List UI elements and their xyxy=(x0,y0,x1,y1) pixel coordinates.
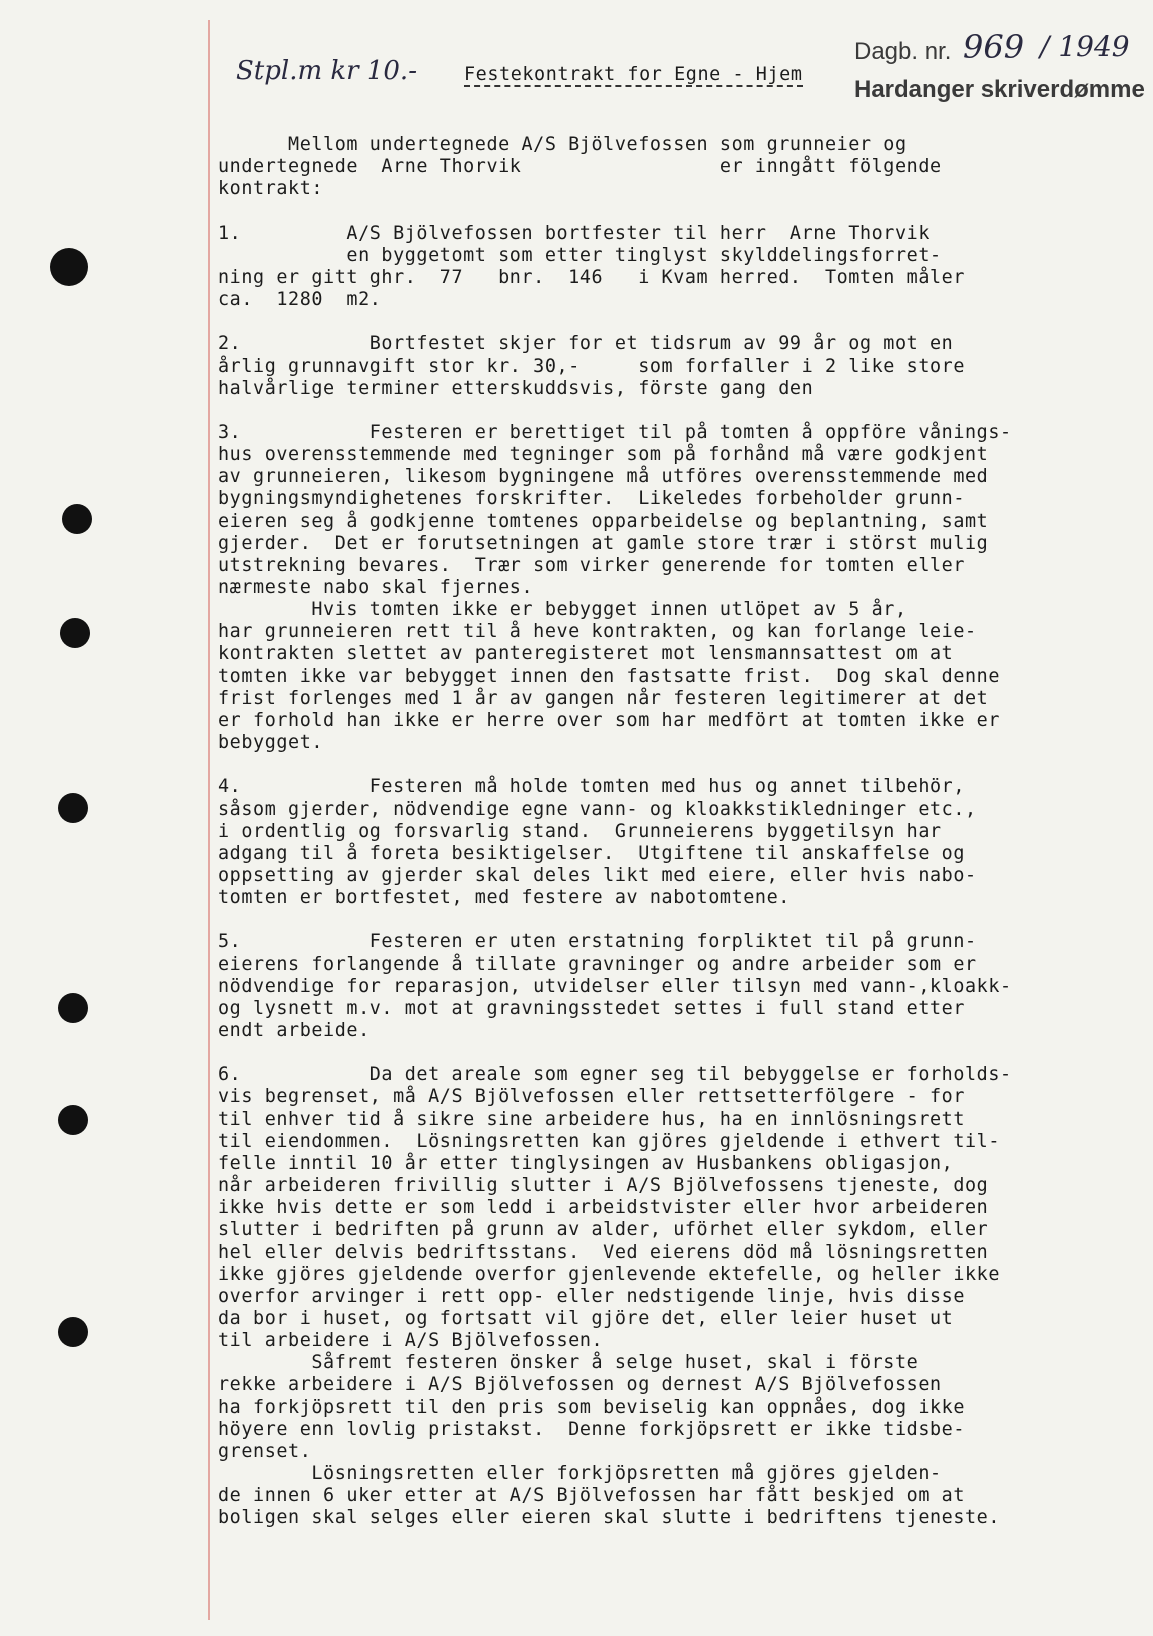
contract-line: ning er gitt ghr. 77 bnr. 146 i Kvam herred. Tomten måler xyxy=(218,266,966,288)
office-stamp: Hardanger skriverdømme xyxy=(854,76,1145,103)
contract-line: til eiendommen. Lösningsretten kan gjöres gjeldende i ethvert til- xyxy=(218,1130,1001,1152)
contract-line: Mellom undertegnede A/S Bjölvefossen som grunneier og xyxy=(218,134,907,155)
contract-line: Såfremt festeren önsker å selge huset, skal i förste xyxy=(218,1352,919,1374)
contract-line: oppsetting av gjerder skal deles likt med eiere, eller hvis nabo- xyxy=(218,864,977,886)
contract-line: bebygget. xyxy=(218,732,324,754)
contract-line: ca. 1280 m2. xyxy=(218,289,382,311)
contract-line: de innen 6 uker etter at A/S Bjölvefossen har fått beskjed om at xyxy=(218,1485,966,1507)
contract-line: 2. Bortfestet skjer for et tidsrum av 99 år og mot en xyxy=(218,333,954,355)
contract-line: eierens forlangende å tillate gravninger og andre arbeider som er xyxy=(218,953,977,975)
contract-line: adgang til å foreta besiktigelser. Utgiftene til anskaffelse og xyxy=(218,842,966,864)
binder-hole xyxy=(58,1105,88,1135)
contract-line: 1. A/S Bjölvefossen bortfester til herr Arne Thorvik xyxy=(218,222,930,244)
contract-line: en byggetomt som etter tinglyst skylddelingsforret- xyxy=(218,244,942,266)
contract-line: ikke gjöres gjeldende overfor gjenlevende ektefelle, og heller ikke xyxy=(218,1263,1001,1285)
contract-line: 4. Festeren må holde tomten med hus og annet tilbehör, xyxy=(218,776,966,798)
contract-line: er forhold han ikke er herre over som har medfört at tomten ikke er xyxy=(218,709,1001,731)
handwritten-stamp-duty: Stpl.m kr 10.- xyxy=(236,56,417,86)
binder-hole xyxy=(58,993,88,1023)
dagb-label: Dagb. nr. xyxy=(854,38,952,65)
contract-line: Lösningsretten eller forkjöpsretten må gjöres gjelden- xyxy=(218,1463,942,1484)
contract-line: bygningsmyndighetenes forskrifter. Likeledes forbeholder grunn- xyxy=(218,488,966,510)
contract-line: nærmeste nabo skal fjernes. xyxy=(218,577,534,598)
contract-line: ha forkjöpsrett til den pris som beviselig kan oppnåes, dog ikke xyxy=(218,1396,966,1418)
contract-line: frist forlenges med 1 år av gangen når festeren legitimerer at det xyxy=(218,687,989,709)
contract-line: tomten ikke var bebygget innen den fastsatte frist. Dog skal denne xyxy=(218,665,1001,687)
dagb-year: / 1949 xyxy=(1040,30,1130,63)
binder-hole xyxy=(60,618,90,648)
contract-line: til arbeidere i A/S Bjölvefossen. xyxy=(218,1330,604,1352)
contract-line: Hvis tomten ikke er bebygget innen utlöpet av 5 år, xyxy=(218,599,907,621)
contract-line: rekke arbeidere i A/S Bjölvefossen og dernest A/S Bjölvefossen xyxy=(218,1374,942,1396)
contract-line: nödvendige for reparasjon, utvidelser eller tilsyn med vann-,kloakk- xyxy=(218,975,1012,997)
contract-line: gjerder. Det er forutsetningen at gamle store trær i störst mulig xyxy=(218,532,989,554)
contract-line: når arbeideren frivillig slutter i A/S Bjölvefossens tjeneste, dog xyxy=(218,1175,989,1197)
contract-line: 5. Festeren er uten erstatning forpliktet til på grunn- xyxy=(218,931,977,953)
binder-hole xyxy=(58,1317,88,1347)
contract-line: tomten er bortfestet, med festere av nabotomtene. xyxy=(218,887,790,909)
contract-line: kontrakt: xyxy=(218,178,324,200)
contract-line: slutter i bedriften på grunn av alder, uförhet eller sykdom, eller xyxy=(218,1219,989,1241)
contract-line: ikke hvis dette er som ledd i arbeidstvister eller hvor arbeideren xyxy=(218,1197,989,1219)
contract-line: hel eller delvis bedriftsstans. Ved eierens död må lösningsretten xyxy=(218,1241,989,1263)
contract-line: undertegnede Arne Thorvik er inngått fölgende xyxy=(218,156,942,178)
contract-line: årlig grunnavgift stor kr. 30,- som forfaller i 2 like store xyxy=(218,355,966,377)
dagb-number: 969 xyxy=(963,28,1025,66)
contract-line: boligen skal selges eller eieren skal slutte i bedriftens tjeneste. xyxy=(218,1507,1001,1529)
contract-line: höyere enn lovlig pristakst. Denne forkjöpsrett er ikke tidsbe- xyxy=(218,1418,966,1440)
contract-line: kontrakten slettet av panteregisteret mot lensmannsattest om at xyxy=(218,643,954,665)
contract-line: halvårlige terminer etterskuddsvis, förste gang den xyxy=(218,377,814,399)
contract-line: 6. Da det areale som egner seg til bebyggelse er forholds- xyxy=(218,1064,1012,1086)
margin-rule xyxy=(208,20,210,1620)
contract-line: såsom gjerder, nödvendige egne vann- og kloakkstikledninger etc., xyxy=(218,798,977,820)
contract-line: overfor arvinger i rett opp- eller nedstigende linje, hvis disse xyxy=(218,1285,966,1307)
contract-line: grenset. xyxy=(218,1440,312,1462)
contract-line: eieren seg å godkjenne tomtenes opparbeidelse og beplantning, samt xyxy=(218,510,989,532)
binder-hole xyxy=(58,793,88,823)
contract-line: 3. Festeren er berettiget til på tomten å oppföre vånings- xyxy=(218,421,1012,443)
contract-line: i ordentlig og forsvarlig stand. Grunneierens byggetilsyn har xyxy=(218,820,942,842)
contract-line: vis begrenset, må A/S Bjölvefossen eller rettsetterfölgere - for xyxy=(218,1086,966,1108)
contract-line: til enhver tid å sikre sine arbeidere hus, ha en innlösningsrett xyxy=(218,1108,966,1130)
contract-line: da bor i huset, og fortsatt vil gjöre det, eller leier huset ut xyxy=(218,1307,954,1329)
contract-line: felle inntil 10 år etter tinglysingen av Husbankens obligasjon, xyxy=(218,1152,954,1174)
contract-line: har grunneieren rett til å heve kontrakten, og kan forlange leie- xyxy=(218,621,977,643)
binder-hole xyxy=(50,248,88,286)
document-title: Festekontrakt for Egne - Hjem xyxy=(464,64,803,85)
contract-line: utstrekning bevares. Trær som virker generende for tomten eller xyxy=(218,554,966,576)
contract-line: endt arbeide. xyxy=(218,1020,370,1041)
binder-hole xyxy=(62,504,92,534)
contract-line: hus overensstemmende med tegninger som på forhånd må være godkjent xyxy=(218,444,989,466)
contract-line: av grunneieren, likesom bygningene må utföres overensstemmende med xyxy=(218,466,989,488)
contract-line: og lysnett m.v. mot at gravningsstedet settes i full stand etter xyxy=(218,997,966,1019)
